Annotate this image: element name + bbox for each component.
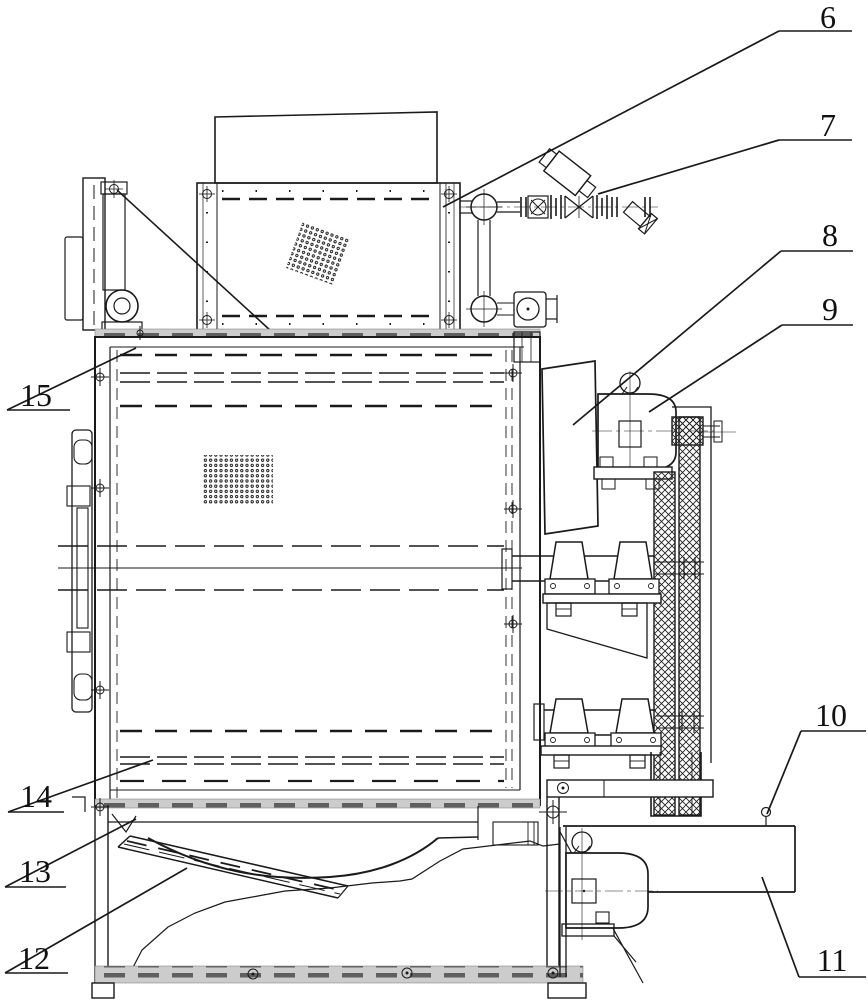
blower-pump [497, 292, 557, 327]
callout-label: 12 [18, 940, 50, 976]
y-strainer [622, 199, 658, 234]
eyebolt [102, 290, 142, 331]
callout-label: 11 [816, 942, 848, 978]
machine-base [92, 966, 586, 998]
callout-door-seal-flap [5, 819, 136, 889]
top-hopper-duct [197, 112, 460, 330]
callout-steam-valve-assembly [598, 107, 852, 194]
drum-mesh-screen [203, 455, 273, 505]
leader-line [598, 140, 779, 194]
leader-line [573, 251, 781, 425]
drive-belt-outer [679, 417, 700, 815]
callout-top-duct-flange [443, 0, 852, 207]
leader-line [649, 325, 782, 412]
leader-line [767, 731, 801, 814]
wall-bolts [91, 326, 567, 824]
callout-label: 7 [820, 107, 836, 143]
callout-tension-pin [767, 697, 866, 814]
leader-line [443, 31, 779, 207]
drive-panel [542, 361, 598, 534]
right-foot [548, 983, 586, 998]
diagonal-brace [117, 190, 271, 331]
drum-cabinet [58, 326, 567, 983]
angle-valve-actuator [537, 146, 600, 203]
left-foot [92, 983, 114, 998]
callout-label: 15 [20, 377, 52, 413]
fabric-curve [148, 838, 438, 878]
hopper-mesh-screen [286, 221, 350, 285]
left-tower [65, 178, 271, 331]
support-bar [547, 780, 713, 797]
callout-label: 9 [822, 291, 838, 327]
drum-dashed-rows [58, 355, 522, 781]
side-door [67, 430, 92, 812]
steam-pipe-assembly [446, 146, 658, 330]
drive-belt-inner [654, 472, 675, 815]
bottom-motor [545, 827, 658, 977]
callouts-layer [5, 0, 866, 978]
drive-motor [598, 394, 676, 470]
callout-label: 6 [820, 0, 836, 35]
callout-drive-motor [649, 291, 853, 412]
callout-label: 14 [20, 778, 52, 814]
callout-label: 13 [19, 853, 51, 889]
callout-label: 10 [815, 697, 847, 733]
callout-label: 8 [822, 217, 838, 253]
torn-edge [125, 841, 560, 983]
